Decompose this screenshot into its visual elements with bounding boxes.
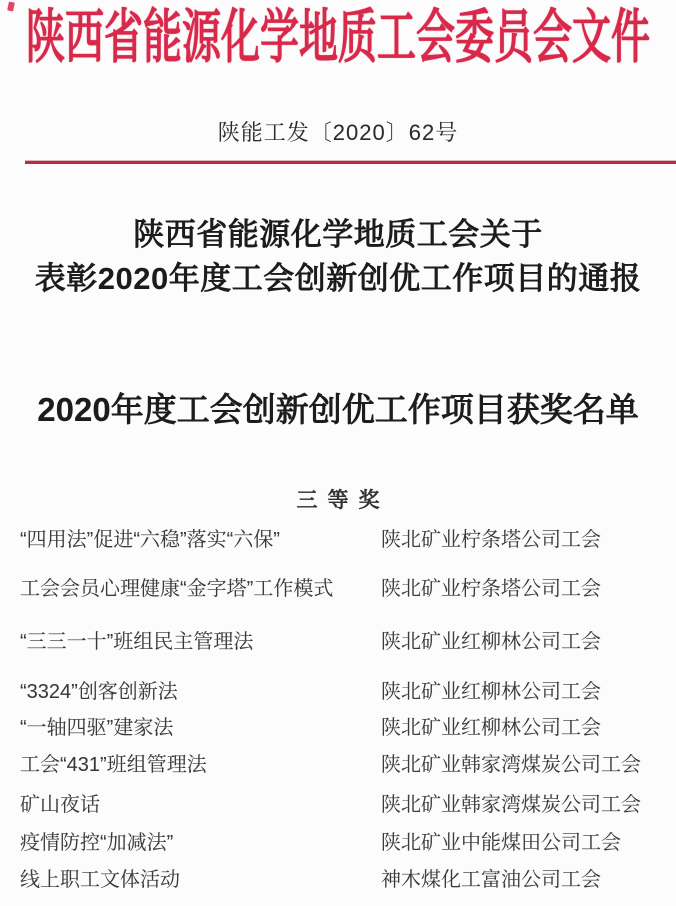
project-name: 工会会员心理健康“金字塔”工作模式 — [20, 578, 334, 600]
union-name: 陕北矿业韩家湾煤炭公司工会 — [381, 754, 641, 776]
notice-title — [0, 213, 676, 301]
project-name: “一轴四驱”建家法 — [20, 717, 174, 739]
award-list — [0, 529, 676, 891]
project-name: 矿山夜话 — [20, 794, 100, 816]
award-row — [0, 869, 676, 891]
award-row — [0, 717, 676, 739]
project-name: “三三一十”班组民主管理法 — [20, 631, 254, 653]
union-name: 神木煤化工富油公司工会 — [381, 869, 601, 891]
notice-title-line1: 陕西省能源化学地质工会关于 — [133, 217, 543, 252]
award-tier-heading: 三等奖 — [296, 489, 390, 512]
award-row — [0, 754, 676, 776]
document-number: 陕能工发〔2020〕62号 — [217, 120, 459, 145]
project-name: “四用法”促进“六稳”落实“六保” — [20, 529, 280, 551]
award-row — [0, 529, 676, 551]
notice-title-line2: 表彰2020年度工会创新创优工作项目的通报 — [34, 261, 642, 296]
award-row — [0, 631, 676, 653]
document-header-title: 陕西省能源化学地质工会委员会文件 — [25, 6, 650, 71]
union-name: 陕北矿业韩家湾煤炭公司工会 — [381, 794, 641, 816]
project-name: “3324”创客创新法 — [20, 681, 178, 703]
project-name: 疫情防控“加减法” — [20, 832, 174, 854]
union-name: 陕北矿业红柳林公司工会 — [381, 717, 601, 739]
union-name: 陕北矿业柠条塔公司工会 — [381, 529, 601, 551]
project-name: 工会“431”班组管理法 — [20, 754, 207, 776]
award-list-title: 2020年度工会创新创优工作项目获奖名单 — [37, 391, 639, 428]
award-row — [0, 794, 676, 816]
document-header-banner — [0, 6, 676, 71]
header-divider-line — [25, 161, 676, 164]
award-row — [0, 832, 676, 854]
union-name: 陕北矿业红柳林公司工会 — [381, 681, 601, 703]
union-name: 陕北矿业柠条塔公司工会 — [381, 578, 601, 600]
award-row — [0, 681, 676, 703]
union-name: 陕北矿业中能煤田公司工会 — [381, 832, 621, 854]
award-row — [0, 578, 676, 600]
project-name: 线上职工文体活动 — [20, 869, 180, 891]
union-name: 陕北矿业红柳林公司工会 — [381, 631, 601, 653]
